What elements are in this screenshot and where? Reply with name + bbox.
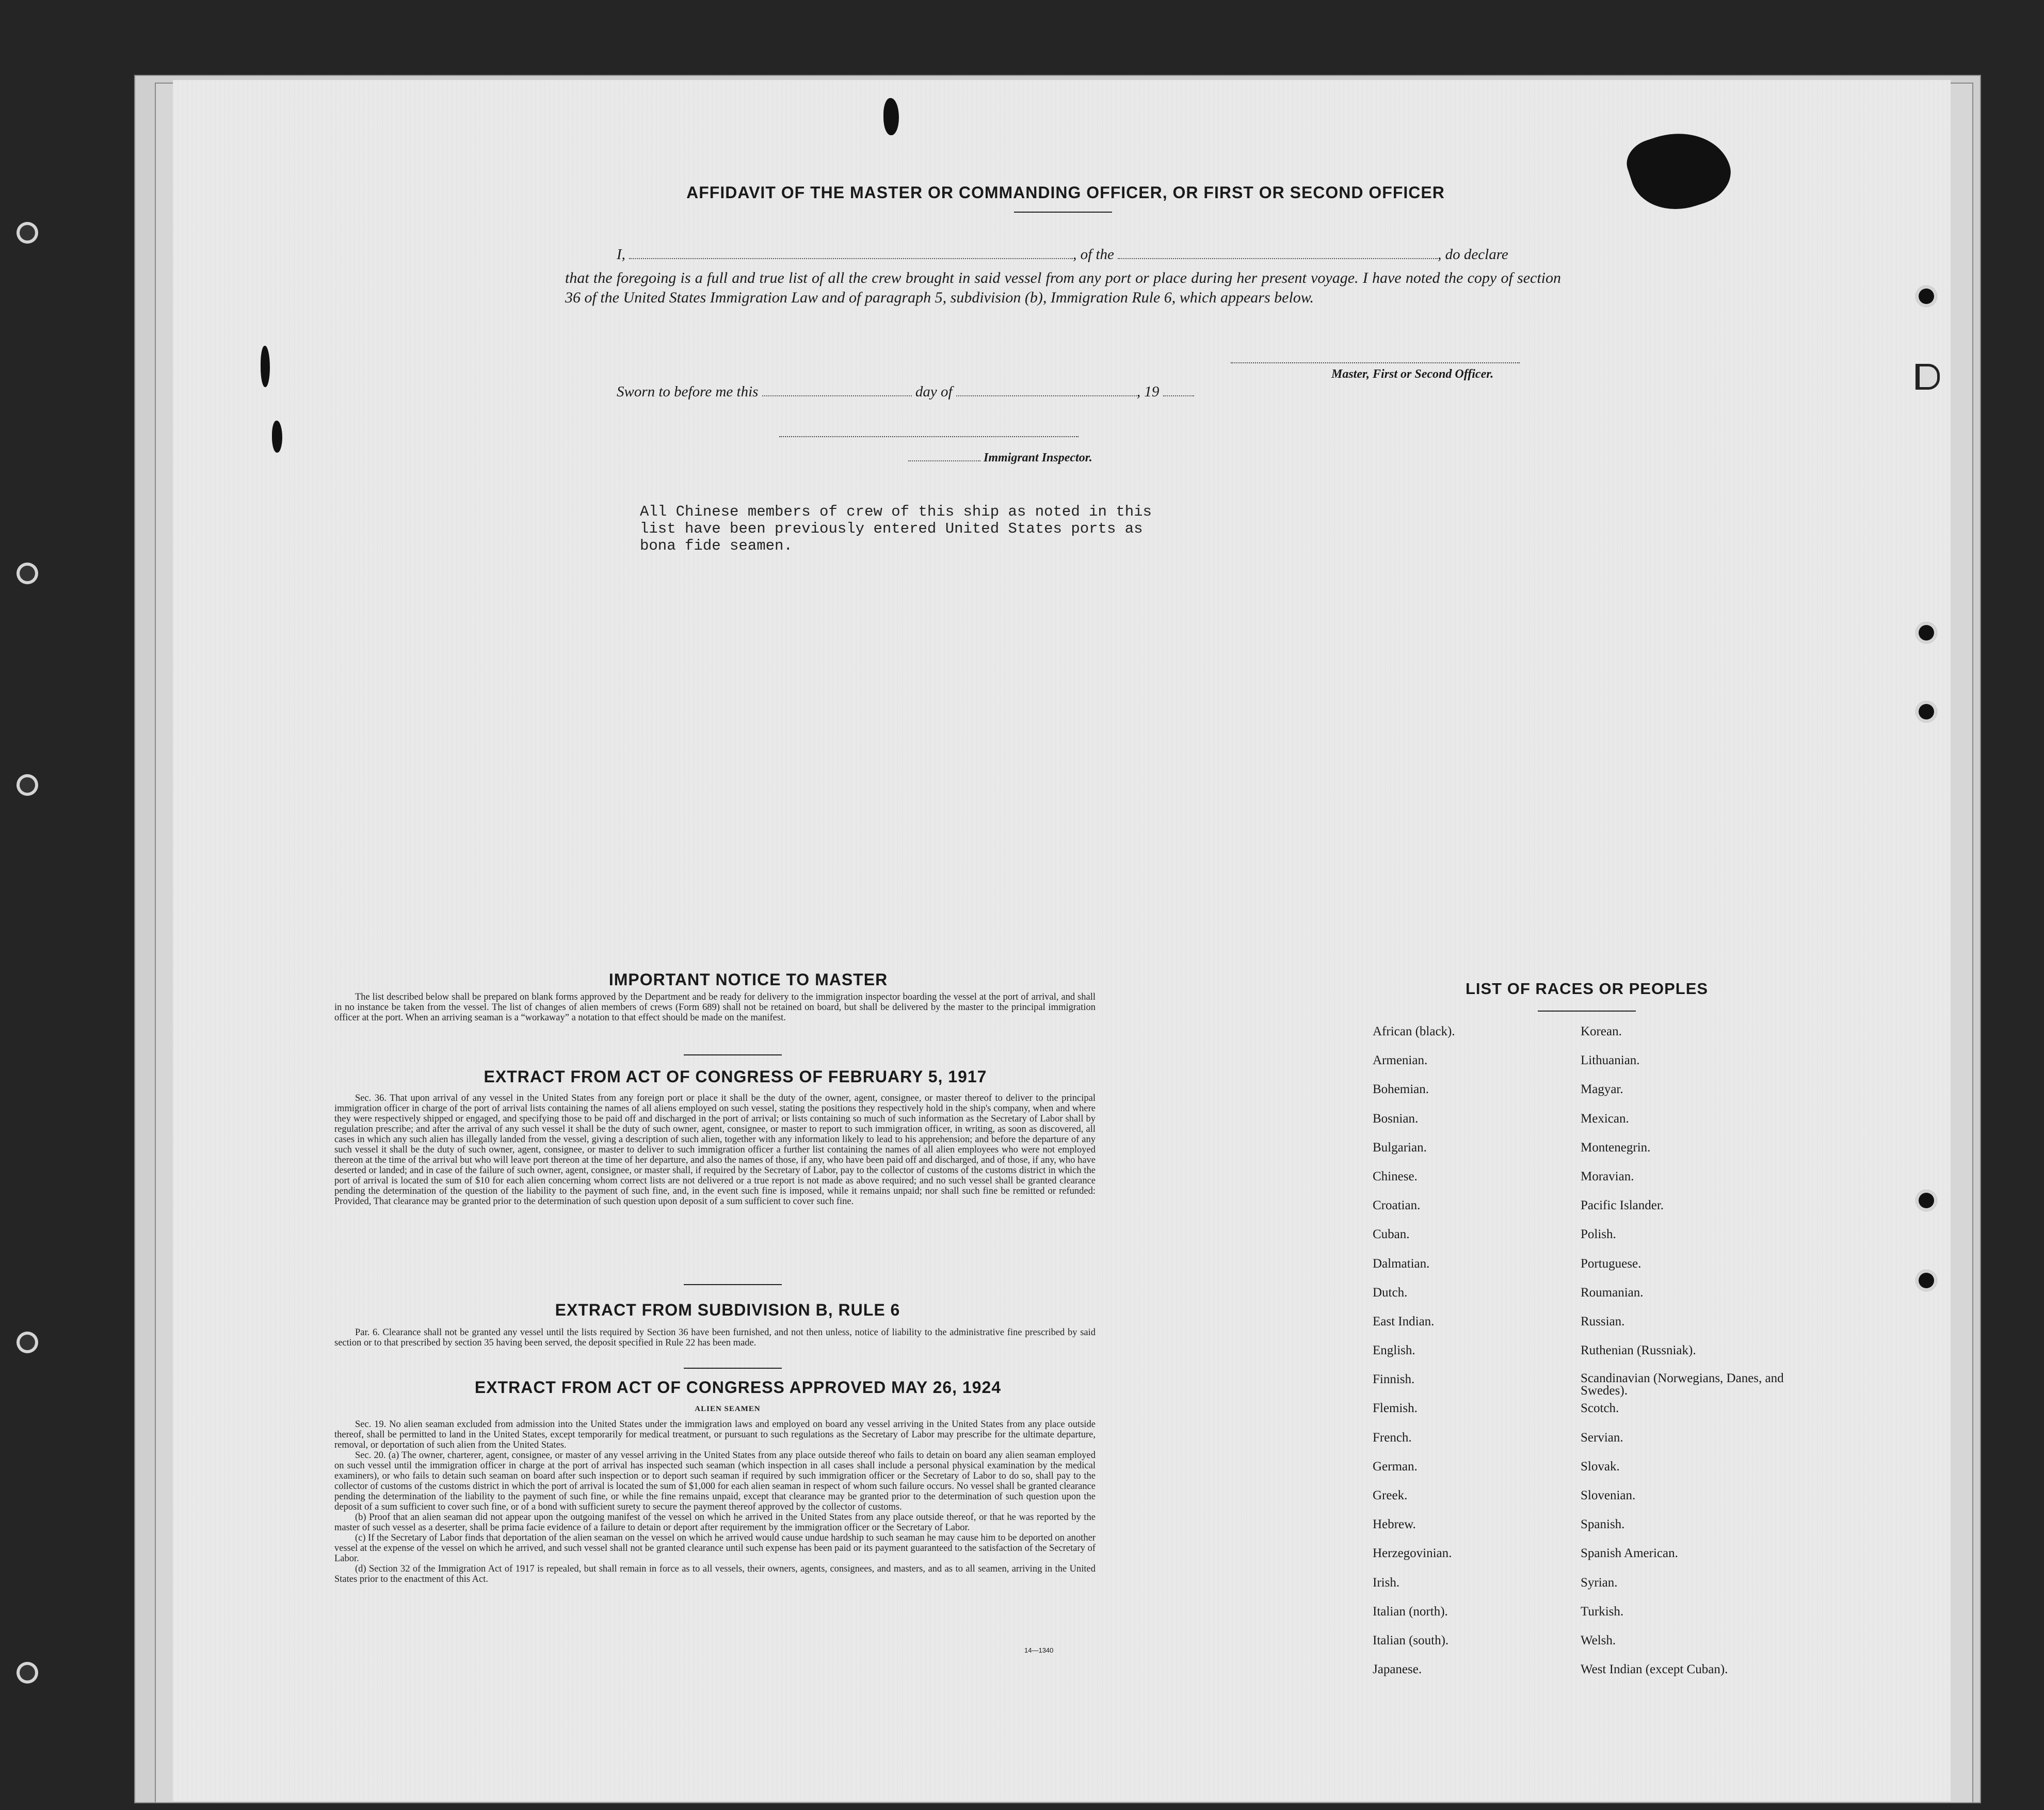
extract-1924-title: EXTRACT FROM ACT OF CONGRESS APPROVED MAY 26, 1924	[474, 1378, 1002, 1397]
race-item: African (black).	[1373, 1024, 1455, 1038]
race-item: Spanish.	[1581, 1517, 1625, 1532]
declarant-prefix: I,	[617, 246, 625, 263]
inspector-name-field[interactable]	[908, 460, 980, 461]
race-item: Servian.	[1581, 1430, 1623, 1445]
rule-6-paragraph: Par. 6. Clearance shall not be granted any vessel until the lists required by Section 36 have been furnished, and not then unless, notice of liability to the administrative fine prescribed by said section or to that prescribed by section 35 having been served, the deposit specified in Rule 22 has been made.	[334, 1327, 1096, 1348]
race-item: Dutch.	[1373, 1285, 1408, 1300]
race-item: Italian (south).	[1373, 1633, 1449, 1647]
signature-line[interactable]	[1231, 362, 1520, 364]
signature-label: Master, First or Second Officer.	[1331, 367, 1494, 381]
punch-hole-icon	[1916, 1270, 1937, 1291]
punch-hole-icon	[1916, 622, 1937, 644]
sworn-year-field[interactable]	[1163, 395, 1194, 396]
binder-hole-icon	[17, 1662, 38, 1684]
race-item: Syrian.	[1581, 1575, 1618, 1590]
race-item: Chinese.	[1373, 1169, 1418, 1183]
race-item: Cuban.	[1373, 1227, 1410, 1242]
punch-hole-icon	[1916, 1190, 1937, 1211]
section-20d-paragraph: (d) Section 32 of the Immigration Act of 1917 is repealed, but shall remain in force as to all vessels, their owners, agents, consignees, and masters, and as to all seamen, arriving in the United States prior to the enactment of this Act.	[334, 1564, 1096, 1584]
notice-title: IMPORTANT NOTICE TO MASTER	[608, 970, 888, 989]
inspector-line	[908, 448, 1092, 468]
section-20c-paragraph: (c) If the Secretary of Labor finds that deportation of the alien seaman on the vessel on which he arrived would cause undue hardship to such seaman he may cause him to be deported on another vessel at the expense of the vessel on which he arrived, and such vessel shall not be granted clearance until such expense has been paid or its payment guaranteed to the satisfaction of the Secretary of Labor.	[334, 1533, 1096, 1564]
form-number: 14—1340	[1024, 1646, 1054, 1654]
race-item: Ruthenian (Russniak).	[1581, 1343, 1696, 1358]
rule-6-text	[334, 1327, 1096, 1348]
race-item: French.	[1373, 1430, 1412, 1445]
punch-hole-icon	[1916, 285, 1937, 307]
section-20a-paragraph: Sec. 20. (a) The owner, charterer, agent, consignee, or master of any vessel arriving in the United States from any place outside thereof who fails to detain on board any alien seaman employed on such vessel until the immigration officer in charge at the port of arrival has inspected such seaman (which inspection in all cases shall include a personal physical examination by the medical examiners), or who fails to detain such seaman on board after such inspection or to deport such seaman if required by such immigration officer or the Secretary of Labor to do so, shall pay to the collector of customs of the customs district in which the port of arrival is located the sum of $1,000 for each alien seaman in respect of whom such failure occurs. No vessel shall be granted clearance pending the determination of the liability to the payment of such fine, or while the fine remains unpaid, except that clearance may be granted prior to the determination of such question upon the deposit of a sum sufficient to cover such fine, or of a bond with sufficient surety to secure the payment thereof approved by the collector of customs.	[334, 1450, 1096, 1512]
race-item: Portuguese.	[1581, 1256, 1641, 1271]
race-item: Japanese.	[1373, 1662, 1422, 1677]
race-item: Spanish American.	[1581, 1546, 1678, 1561]
sworn-month-field[interactable]	[956, 395, 1137, 396]
vessel-name-field[interactable]	[1118, 258, 1438, 259]
section-20b-paragraph: (b) Proof that an alien seaman did not appear upon the outgoing manifest of the vessel on which he arrived in the United States from any place outside thereof, or that he was reported by the master of such vessel as a deserter, shall be prima facie evidence of a failure to detain or deport after requirement by the immigration officer or the Secretary of Labor.	[334, 1512, 1096, 1533]
section-divider	[684, 1368, 782, 1369]
race-item: Montenegrin.	[1581, 1140, 1651, 1155]
race-item: Slovak.	[1581, 1459, 1620, 1473]
binder-hole-icon	[17, 1332, 38, 1353]
declarant-name-field[interactable]	[629, 258, 1073, 259]
race-item: Roumanian.	[1581, 1285, 1644, 1300]
day-of-label: day of	[915, 383, 953, 400]
race-item: Armenian.	[1373, 1053, 1428, 1068]
typed-note: All Chinese members of crew of this ship as noted in this list have been previously entered United States ports as bona fide seamen.	[640, 503, 1152, 554]
race-item: East Indian.	[1373, 1314, 1435, 1328]
notice-paragraph: The list described below shall be prepared on blank forms approved by the Department and be ready for delivery to the immigration inspector boarding the vessel at the port of arrival, and shall in no instance be taken from the vessel. The list of changes of alien members of crews (Form 689) shall not be retained on board, but shall be delivered by the master to the principal immigration officer at the port. When an arriving seaman is a “workaway” a notation to that effect should be made on the manifest.	[334, 992, 1096, 1023]
section-divider	[684, 1284, 782, 1285]
affidavit-declaration-line	[617, 245, 1561, 264]
race-item: Bulgarian.	[1373, 1140, 1427, 1155]
staple-mark-icon	[883, 98, 899, 135]
races-divider	[1538, 1011, 1636, 1012]
affidavit-title: AFFIDAVIT OF THE MASTER OR COMMANDING OFFICER, OR FIRST OR SECOND OFFICER	[686, 183, 1445, 202]
rule-6-title: EXTRACT FROM SUBDIVISION B, RULE 6	[555, 1301, 900, 1319]
race-item: Moravian.	[1581, 1169, 1634, 1183]
race-item: Greek.	[1373, 1488, 1408, 1502]
inspector-signature-line[interactable]	[779, 436, 1079, 438]
sworn-line	[617, 382, 1287, 402]
punch-hole-icon	[1916, 364, 1940, 390]
section-19-paragraph: Sec. 19. No alien seaman excluded from admission into the United States under the immigration laws and employed on board any vessel arriving in the United States from any place outside thereof, shall be permitted to land in the United States, except temporarily for medical treatment, or pursuant to such regulations as the Secretary of Labor may prescribe for the ultimate departure, removal, or deportation of such alien from the United States.	[334, 1419, 1096, 1450]
notice-text	[334, 992, 1096, 1023]
race-item: Slovenian.	[1581, 1488, 1636, 1502]
race-item: Finnish.	[1373, 1372, 1415, 1387]
race-item: Hebrew.	[1373, 1517, 1416, 1532]
races-column-right	[1581, 1024, 1787, 1691]
race-item: Scotch.	[1581, 1401, 1619, 1416]
alien-seamen-subtitle: ALIEN SEAMEN	[695, 1405, 761, 1413]
sworn-day-field[interactable]	[762, 395, 912, 396]
binder-hole-icon	[17, 774, 38, 796]
declare-label: , do declare	[1438, 246, 1508, 263]
title-divider	[1014, 212, 1112, 213]
race-item: Irish.	[1373, 1575, 1400, 1590]
race-item: Polish.	[1581, 1227, 1616, 1242]
race-item: English.	[1373, 1343, 1415, 1358]
race-item: Mexican.	[1581, 1111, 1629, 1126]
race-item: Bohemian.	[1373, 1082, 1429, 1097]
race-item: West Indian (except Cuban).	[1581, 1662, 1728, 1677]
race-item: Turkish.	[1581, 1604, 1624, 1619]
of-the-label: , of the	[1073, 246, 1114, 263]
binder-hole-icon	[17, 563, 38, 584]
race-item: Welsh.	[1581, 1633, 1616, 1647]
punch-hole-icon	[1916, 701, 1937, 723]
affidavit-paragraph: that the foregoing is a full and true list of all the crew brought in said vessel from any port or place during her present voyage. I have noted the copy of section 36 of the United States Immigration Law and of paragraph 5, subdivision (b), Immigration Rule 6, which appears below.	[565, 269, 1561, 306]
race-item: Korean.	[1581, 1024, 1622, 1038]
inspector-label: Immigrant Inspector.	[984, 451, 1092, 464]
races-title: LIST OF RACES OR PEOPLES	[1465, 980, 1709, 998]
binder-hole-icon	[17, 222, 38, 244]
race-item: Italian (north).	[1373, 1604, 1448, 1619]
ink-mark-icon	[261, 346, 270, 387]
section-divider	[684, 1054, 782, 1055]
section-36-paragraph: Sec. 36. That upon arrival of any vessel in the United States from any foreign port or place it shall be the duty of the owner, agent, consignee, or master thereof to deliver to the principal immigration officer in charge of the port of arrival lists containing the names of all aliens employed on such vessel, stating the positions they respectively hold in the ship's company, when and where they were respectively shipped or engaged, and specifying those to be paid off and discharged in the port of arrival; or lists containing so much of such information as the Secretary of Labor shall by regulation prescribe; and after the arrival of any such vessel it shall be the duty of such owner, agent, consignee, or master to report to such immigration officer, in writing, as soon as discovered, all cases in which any such alien has illegally landed from the vessel, giving a description of such alien, together with any information likely to lead to his apprehension; and before the departure of any such vessel it shall be the duty of such owner, agent, consignee, or master to deliver to such immigration officer a further list containing the names of all alien employees who were not employed thereon at the time of the arrival but who will leave port thereon at the time of her departure, and also the names of those, if any, who have been paid off and discharged, and of those, if any, who have deserted or landed; and in case of the failure of such owner, agent, consignee, or master shall, if required by the Secretary of Labor, pay to the collector of customs of the customs district in which the port of arrival is located the sum of $10 for each alien concerning whom correct lists are not delivered or a true report is not made as above required; and no such vessel shall be granted clearance pending the determination of the question of the liability to the payment of such fine, and, in the event such fine is imposed, while it remains unpaid; nor shall such fine be remitted or refunded: Provided, That clearance may be granted prior to the determination of such question upon deposit of a sum sufficient to cover such fine.	[334, 1093, 1096, 1207]
race-item: Scandinavian (Norwegians, Danes, and Swedes).	[1581, 1371, 1784, 1398]
year-label: , 19	[1136, 383, 1160, 400]
race-item: German.	[1373, 1459, 1418, 1473]
extract-1924-text	[334, 1419, 1096, 1584]
sworn-label: Sworn to before me this	[617, 383, 759, 400]
race-item: Pacific Islander.	[1581, 1198, 1664, 1213]
races-column-left	[1373, 1024, 1589, 1691]
extract-1917-title: EXTRACT FROM ACT OF CONGRESS OF FEBRUARY 5, 1917	[484, 1067, 987, 1086]
ink-mark-icon	[272, 421, 282, 453]
race-item: Herzegovinian.	[1373, 1546, 1452, 1561]
extract-1917-text	[334, 1093, 1096, 1207]
race-item: Magyar.	[1581, 1082, 1623, 1097]
race-item: Russian.	[1581, 1314, 1625, 1328]
race-item: Dalmatian.	[1373, 1256, 1430, 1271]
race-item: Bosnian.	[1373, 1111, 1419, 1126]
race-item: Lithuanian.	[1581, 1053, 1640, 1068]
race-item: Croatian.	[1373, 1198, 1421, 1213]
race-item: Flemish.	[1373, 1401, 1418, 1416]
